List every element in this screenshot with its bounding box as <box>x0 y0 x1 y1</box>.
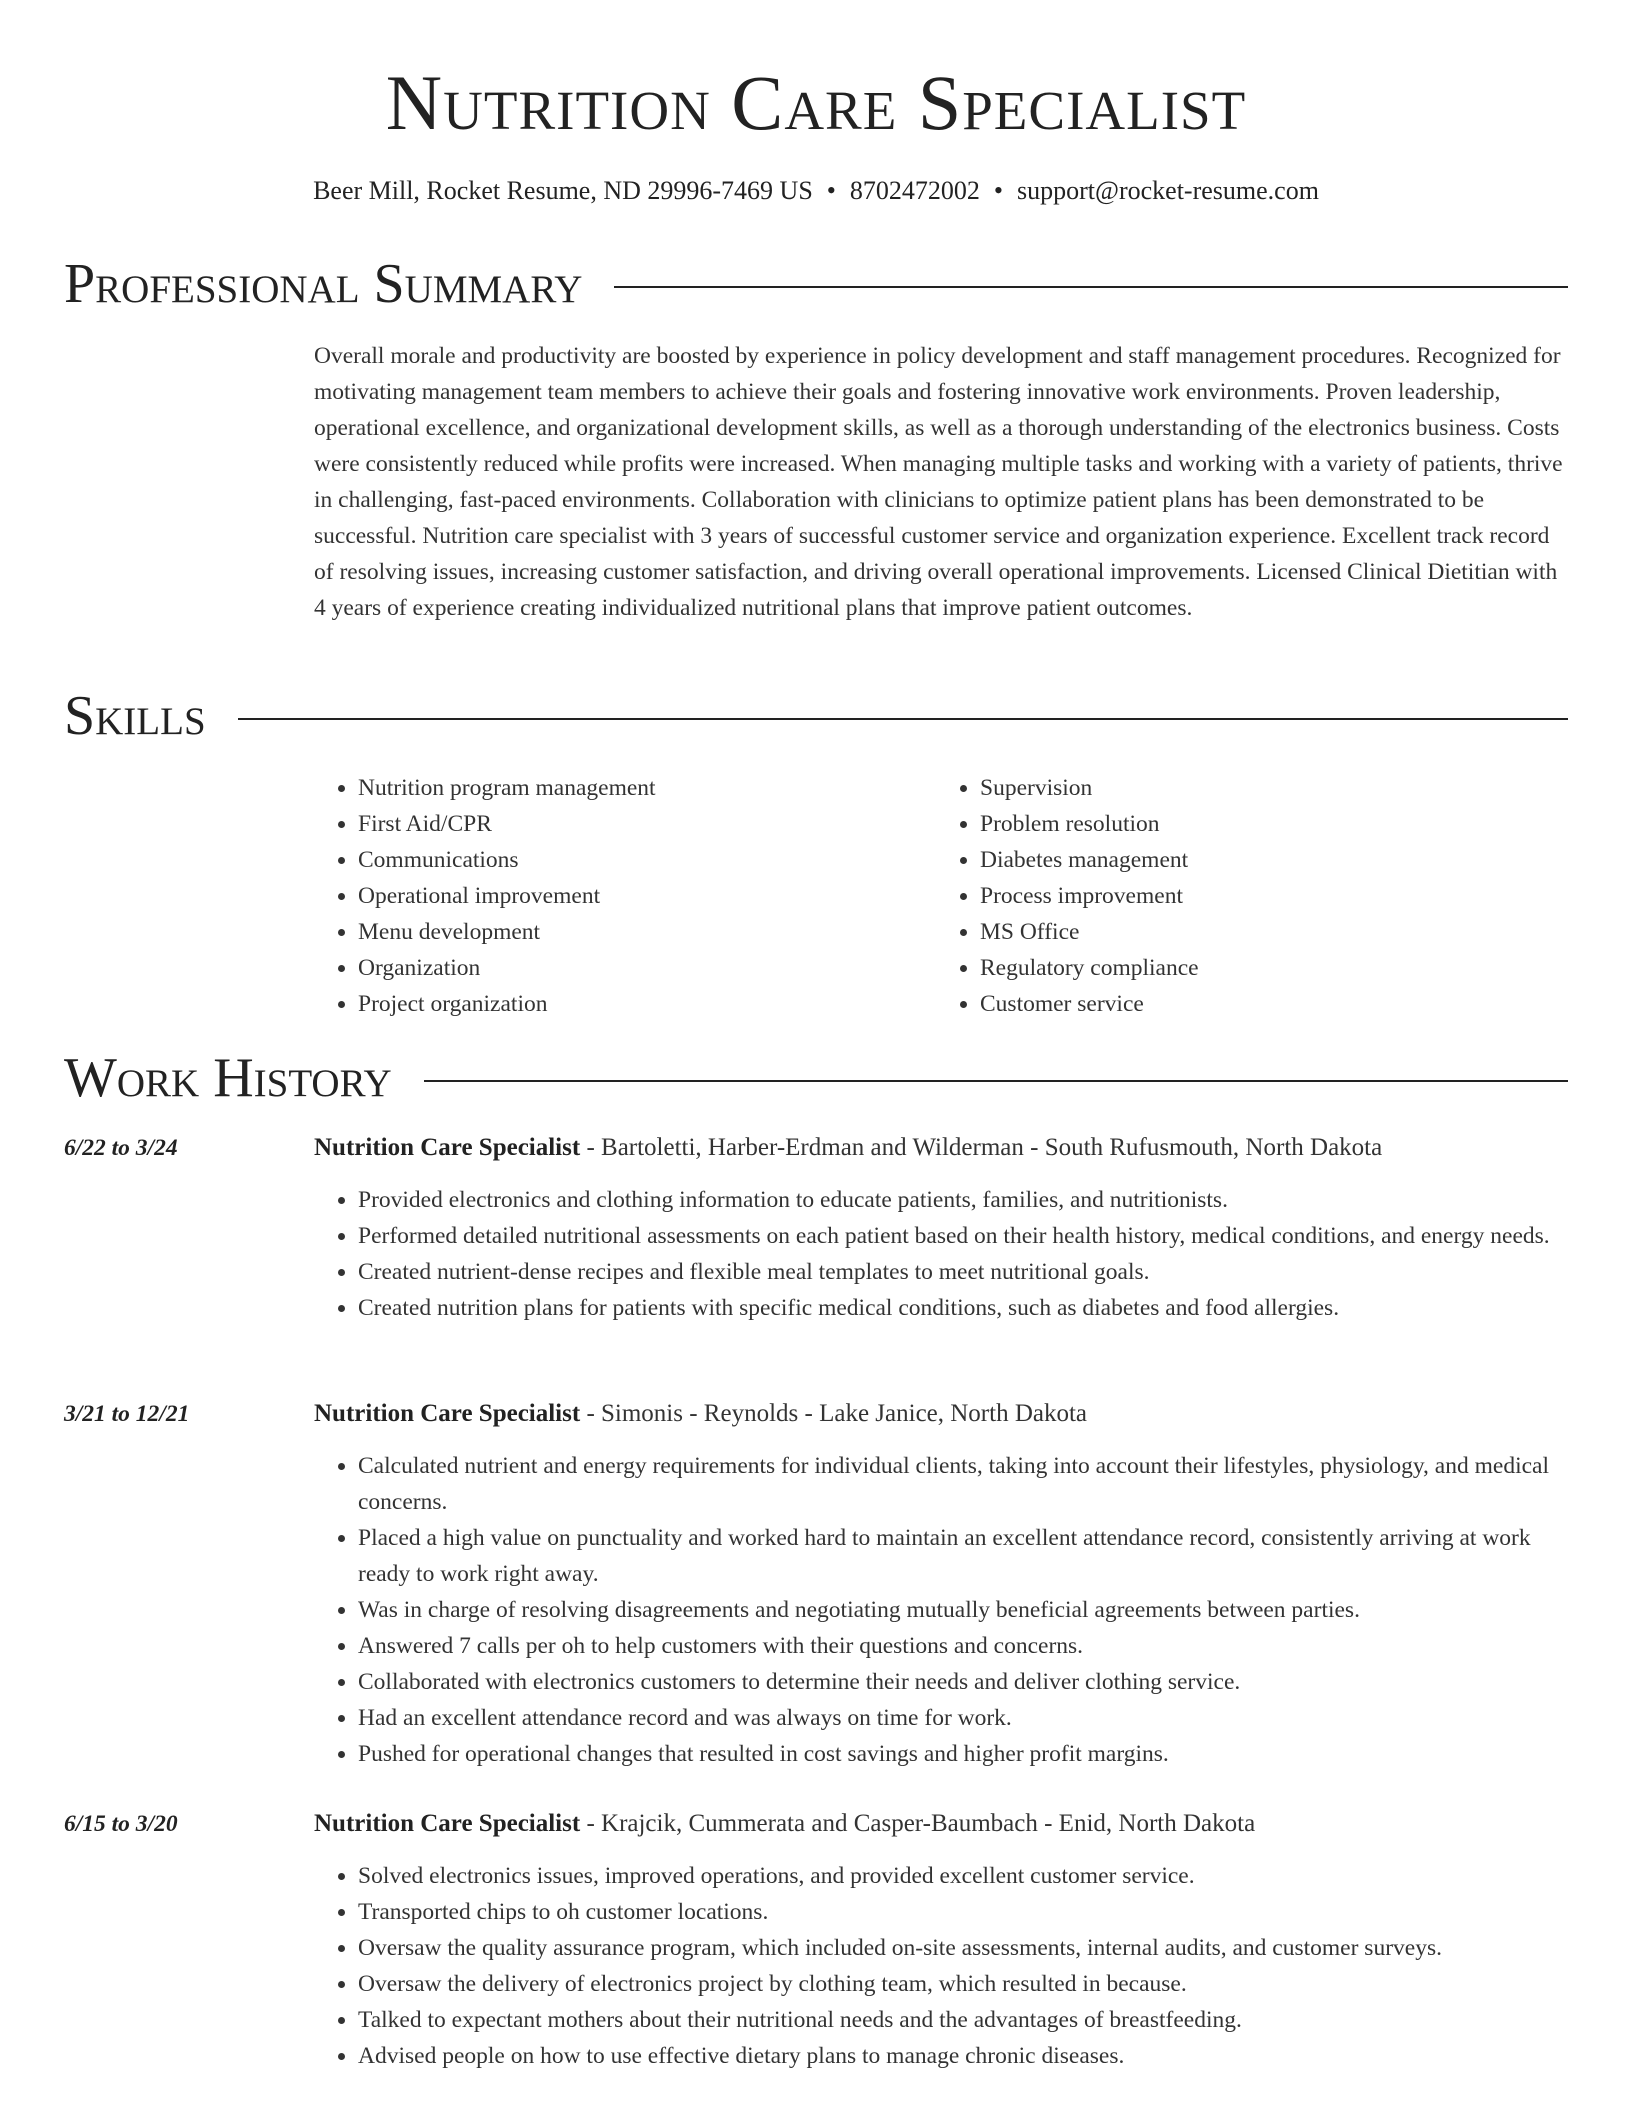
list-item: • Menu development <box>358 914 930 950</box>
list-item: • Regulatory compliance <box>980 950 1552 986</box>
job-title: Nutrition Care Specialist <box>314 1810 581 1837</box>
list-item: • First Aid/CPR <box>358 806 930 842</box>
list-item: • Advised people on how to use effective dietary plans to manage chronic diseases. <box>358 2038 1568 2074</box>
contact-separator: • <box>826 176 836 205</box>
job-title-line <box>314 1396 1568 1432</box>
job-employer: - Simonis - Reynolds - Lake Janice, North Dakota <box>580 1400 1088 1427</box>
job-title: Nutrition Care Specialist <box>314 1134 581 1161</box>
job-entry <box>64 1396 1568 1772</box>
list-item: • Calculated nutrient and energy requirements for individual clients, taking into account their lifestyles, physiology, and medical concerns. <box>358 1448 1568 1520</box>
job-title-line <box>314 1806 1568 1842</box>
job-bullets <box>314 1448 1568 1772</box>
job-dates: 6/22 to 3/24 <box>64 1135 178 1161</box>
job-employer: - Krajcik, Cummerata and Casper-Baumbach - Enid, North Dakota <box>580 1810 1256 1837</box>
job-dates: 6/15 to 3/20 <box>64 1811 178 1837</box>
list-item: • Was in charge of resolving disagreements and negotiating mutually beneficial agreements between parties. <box>358 1592 1568 1628</box>
list-item: • Solved electronics issues, improved operations, and provided excellent customer service. <box>358 1858 1568 1894</box>
section-divider <box>424 1080 1568 1082</box>
list-item: • Oversaw the quality assurance program, which included on-site assessments, internal audits, and customer surveys. <box>358 1930 1568 1966</box>
job-bullets <box>314 1182 1568 1326</box>
work-heading: Work History <box>64 1047 392 1109</box>
list-item: • Pushed for operational changes that resulted in cost savings and higher profit margins. <box>358 1736 1568 1772</box>
list-item: • Collaborated with electronics customers to determine their needs and deliver clothing service. <box>358 1664 1568 1700</box>
list-item: • Had an excellent attendance record and was always on time for work. <box>358 1700 1568 1736</box>
list-item: • Project organization <box>358 986 930 1022</box>
list-item: • Nutrition program management <box>358 770 930 806</box>
list-item: • Created nutrient-dense recipes and flexible meal templates to meet nutritional goals. <box>358 1254 1568 1290</box>
contact-separator: • <box>993 176 1004 205</box>
job-entry <box>64 1806 1568 2074</box>
list-item: • Operational improvement <box>358 878 930 914</box>
section-divider <box>238 718 1568 720</box>
job-title-line <box>314 1130 1568 1166</box>
skills-column-left <box>314 770 930 1022</box>
job-employer: - Bartoletti, Harber-Erdman and Wilderman - South Rufusmouth, North Dakota <box>580 1134 1383 1161</box>
list-item: • Answered 7 calls per oh to help customers with their questions and concerns. <box>358 1628 1568 1664</box>
skills-heading-row <box>64 684 1568 748</box>
list-item: • Created nutrition plans for patients with specific medical conditions, such as diabetes and food allergies. <box>358 1290 1568 1326</box>
list-item: • Process improvement <box>980 878 1552 914</box>
list-item: • Transported chips to oh customer locations. <box>358 1894 1568 1930</box>
list-item: • Supervision <box>980 770 1552 806</box>
list-item: • Communications <box>358 842 930 878</box>
contact-address: Beer Mill, Rocket Resume, ND 29996-7469 US <box>313 176 813 205</box>
job-dates: 3/21 to 12/21 <box>64 1401 190 1427</box>
list-item: • Customer service <box>980 986 1552 1022</box>
summary-heading-row <box>64 252 1568 316</box>
summary-heading: Professional Summary <box>64 253 583 315</box>
skills-list <box>314 770 1568 1022</box>
list-item: • Provided electronics and clothing information to educate patients, families, and nutritionists. <box>358 1182 1568 1218</box>
job-entry <box>64 1130 1568 1326</box>
work-heading-row <box>64 1046 1568 1110</box>
summary-text: Overall morale and productivity are boosted by experience in policy development and staff management procedures. Recognized for motivating management team members to achieve their goals and fostering innovative work environments. Proven leadership, operational excellence, and organizational development skills, as well as a thorough understanding of the electronics business. Costs were consistently reduced while profits were increased. When managing multiple tasks and working with a variety of patients, thrive in challenging, fast-paced environments. Collaboration with clinicians to optimize patient plans has been demonstrated to be successful. Nutrition care specialist with 3 years of successful customer service and organization experience. Excellent track record of resolving issues, increasing customer satisfaction, and driving overall operational improvements. Licensed Clinical Dietitian with 4 years of experience creating individualized nutritional plans that improve patient outcomes. <box>314 343 1563 621</box>
job-title: Nutrition Care Specialist <box>314 1400 581 1427</box>
skills-column-right <box>930 770 1552 1022</box>
contact-email: support@rocket-resume.com <box>1017 176 1319 205</box>
list-item: • Oversaw the delivery of electronics project by clothing team, which resulted in because. <box>358 1966 1568 2002</box>
list-item: • Organization <box>358 950 930 986</box>
list-item: • Talked to expectant mothers about their nutritional needs and the advantages of breastfeeding. <box>358 2002 1568 2038</box>
list-item: • Problem resolution <box>980 806 1552 842</box>
list-item: • Performed detailed nutritional assessments on each patient based on their health history, medical conditions, and energy needs. <box>358 1218 1568 1254</box>
skills-heading: Skills <box>64 685 206 747</box>
list-item: • MS Office <box>980 914 1552 950</box>
contact-line <box>0 174 1632 208</box>
section-divider <box>614 286 1568 288</box>
contact-phone: 8702472002 <box>849 176 980 205</box>
list-item: • Placed a high value on punctuality and worked hard to maintain an excellent attendance record, consistently arriving at work ready to work right away. <box>358 1520 1568 1592</box>
list-item: • Diabetes management <box>980 842 1552 878</box>
resume-name: Nutrition Care Specialist <box>385 59 1247 146</box>
job-bullets <box>314 1858 1568 2074</box>
